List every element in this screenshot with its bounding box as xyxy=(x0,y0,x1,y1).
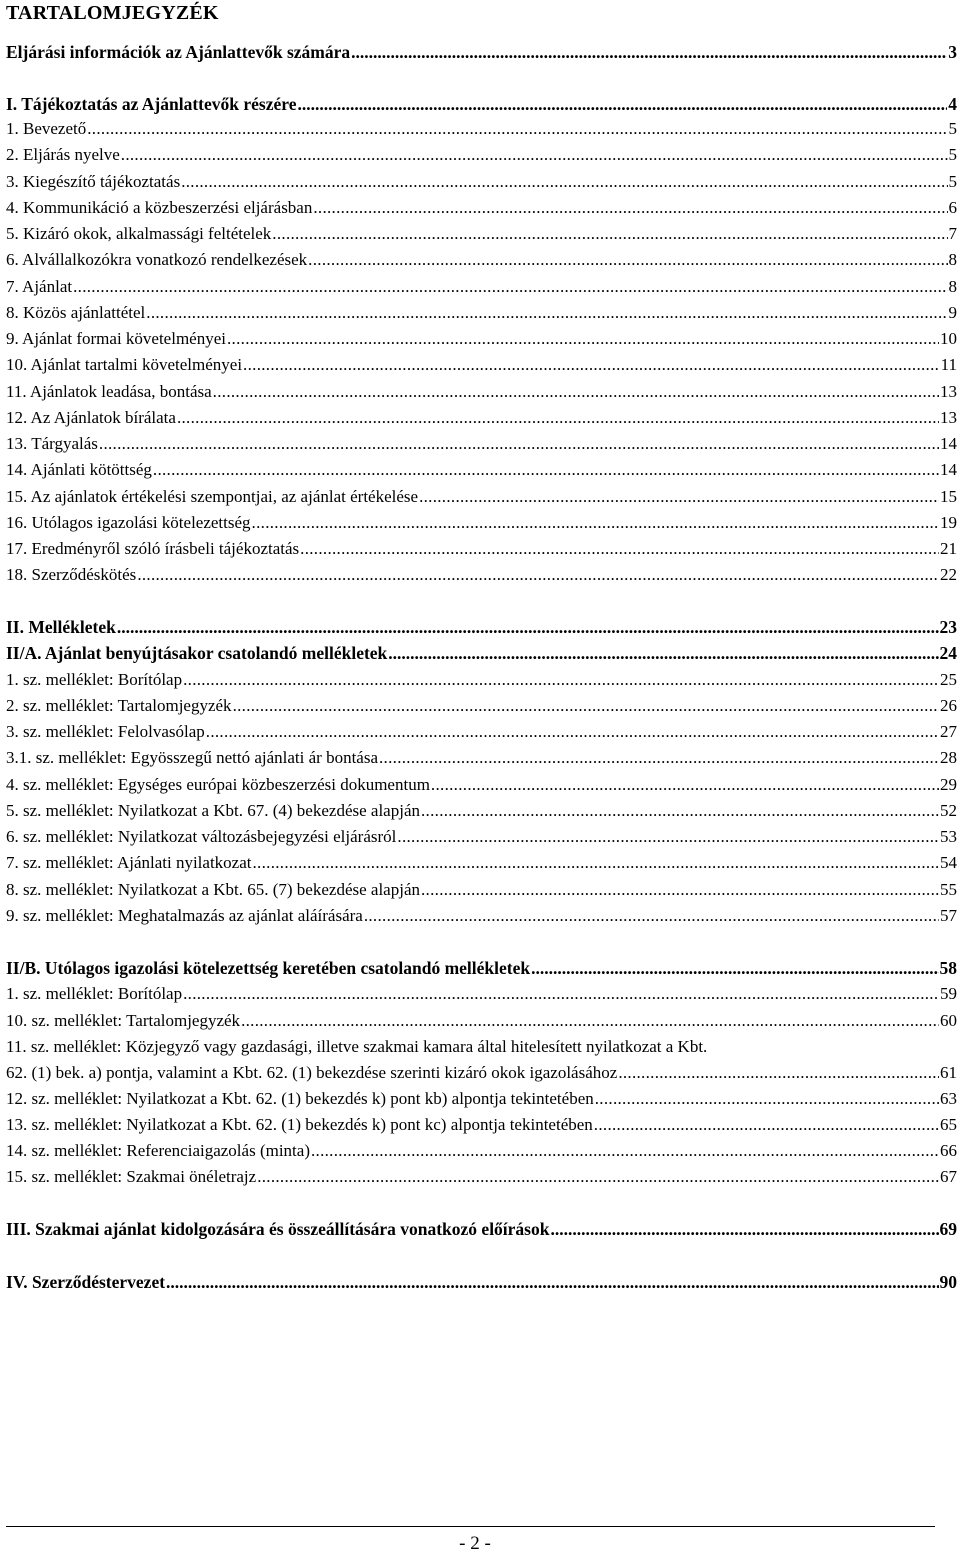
toc-entry-label: 9. Ajánlat formai követelményei xyxy=(6,329,226,348)
toc-entry-label: 11. Ajánlatok leadása, bontása xyxy=(6,382,212,401)
toc-entry-page: 53 xyxy=(940,827,957,846)
toc-entry-label: 12. Az Ajánlatok bírálata xyxy=(6,408,176,427)
dot-leader xyxy=(421,880,939,900)
toc-entry-label: 5. Kizáró okok, alkalmassági feltételek xyxy=(6,224,272,243)
toc-entry-label: 15. Az ajánlatok értékelési szempontjai, az ajánlat értékelése xyxy=(6,487,419,506)
toc-entry[interactable] xyxy=(6,250,957,270)
toc-entry[interactable] xyxy=(6,329,957,349)
toc-entry-page: 11 xyxy=(940,355,957,374)
toc-entry-page: 23 xyxy=(939,617,957,637)
dot-leader xyxy=(87,119,947,139)
dot-leader xyxy=(183,984,939,1004)
dot-leader xyxy=(253,853,940,873)
toc-entry-page: 14 xyxy=(940,460,957,479)
toc-entry[interactable] xyxy=(6,1219,957,1239)
dot-leader xyxy=(431,775,939,795)
toc-entry[interactable] xyxy=(6,408,957,428)
toc-entry[interactable] xyxy=(6,1167,957,1187)
toc-entry[interactable] xyxy=(6,355,957,375)
dot-leader xyxy=(594,1115,939,1135)
dot-leader xyxy=(257,1167,939,1187)
toc-entry-label: 13. Tárgyalás xyxy=(6,434,98,453)
toc-entry[interactable] xyxy=(6,198,957,218)
toc-entry-label: 1. Bevezető xyxy=(6,119,87,138)
toc-entry-label: 62. (1) bek. a) pontja, valamint a Kbt. 62. (1) bekezdése szerinti kizáró okok igazolásához xyxy=(6,1063,618,1082)
toc-entry[interactable] xyxy=(6,145,957,165)
toc-entry-label: I. Tájékoztatás az Ajánlattevők részére xyxy=(6,94,297,114)
toc-entry[interactable] xyxy=(6,513,957,533)
toc-entry-page: 4 xyxy=(948,94,957,114)
toc-entry[interactable] xyxy=(6,643,957,663)
toc-entry-page: 60 xyxy=(940,1011,957,1030)
toc-entry-label: 16. Utólagos igazolási kötelezettség xyxy=(6,513,251,532)
toc-entry[interactable] xyxy=(6,880,957,900)
toc-entry-label: 1. sz. melléklet: Borítólap xyxy=(6,670,183,689)
toc-entry[interactable] xyxy=(6,1011,957,1031)
toc-entry-label: IV. Szerződéstervezet xyxy=(6,1272,166,1292)
toc-entry-label: II. Mellékletek xyxy=(6,617,116,637)
dot-leader xyxy=(388,643,938,663)
dot-leader xyxy=(227,329,939,349)
dot-leader xyxy=(206,722,939,742)
toc-entry[interactable] xyxy=(6,539,957,559)
footer-page-number: - 2 - xyxy=(459,1533,491,1554)
toc-entry-wrapped-line1[interactable]: 11. sz. melléklet: Közjegyző vagy gazdasági, illetve szakmai kamara által hitelesített nyilatkozat a Kbt. xyxy=(6,1037,708,1056)
dot-leader xyxy=(117,617,939,637)
toc-entry[interactable] xyxy=(6,1089,957,1109)
toc-entry-page: 22 xyxy=(940,565,957,584)
toc-entry-label: II/A. Ajánlat benyújtásakor csatolandó mellékletek xyxy=(6,643,388,663)
dot-leader xyxy=(73,277,947,297)
toc-entry-label: 12. sz. melléklet: Nyilatkozat a Kbt. 62. (1) bekezdés k) pont kb) alpontja tekintetében xyxy=(6,1089,594,1108)
toc-entry-page: 69 xyxy=(939,1219,957,1239)
toc-entry[interactable] xyxy=(6,487,957,507)
toc-entry-label: 17. Eredményről szóló írásbeli tájékoztatás xyxy=(6,539,300,558)
toc-entry-label: 14. Ajánlati kötöttség xyxy=(6,460,152,479)
toc-entry[interactable] xyxy=(6,224,957,244)
toc-entry[interactable] xyxy=(6,958,957,978)
toc-entry[interactable] xyxy=(6,906,957,926)
toc-entry-label: 8. sz. melléklet: Nyilatkozat a Kbt. 65. (7) bekezdése alapján xyxy=(6,880,420,899)
dot-leader xyxy=(121,145,948,165)
toc-entry-label: 1. sz. melléklet: Borítólap xyxy=(6,984,183,1003)
toc-entry-page: 9 xyxy=(948,303,957,322)
dot-leader xyxy=(272,224,947,244)
toc-entry-label: III. Szakmai ajánlat kidolgozására és összeállítására vonatkozó előírások xyxy=(6,1219,550,1239)
toc-entry-label: 6. Alvállalkozókra vonatkozó rendelkezések xyxy=(6,250,308,269)
toc-entry-page: 7 xyxy=(948,224,957,243)
toc-entry-label: Eljárási információk az Ajánlattevők számára xyxy=(6,42,351,62)
toc-entry[interactable] xyxy=(6,1272,957,1292)
toc-entry-label: 4. sz. melléklet: Egységes európai közbeszerzési dokumentum xyxy=(6,775,430,794)
toc-entry-label: 10. sz. melléklet: Tartalomjegyzék xyxy=(6,1011,241,1030)
toc-entry-label: 15. sz. melléklet: Szakmai önéletrajz xyxy=(6,1167,257,1186)
dot-leader xyxy=(137,565,939,585)
dot-leader xyxy=(146,303,947,323)
toc-entry-page: 24 xyxy=(939,643,957,663)
dot-leader xyxy=(421,801,939,821)
toc-entry[interactable] xyxy=(6,748,957,768)
toc-entry-page: 63 xyxy=(940,1089,957,1108)
toc-entry[interactable] xyxy=(6,696,957,716)
toc-entry-page: 55 xyxy=(940,880,957,899)
dot-leader xyxy=(183,670,939,690)
toc-entry-label: 6. sz. melléklet: Nyilatkozat változásbejegyzési eljárásról xyxy=(6,827,397,846)
toc-entry-label: II/B. Utólagos igazolási kötelezettség keretében csatolandó mellékletek xyxy=(6,958,531,978)
toc-entry-page: 13 xyxy=(940,382,957,401)
dot-leader xyxy=(595,1089,939,1109)
toc-entry[interactable] xyxy=(6,617,957,637)
toc-entry-label: 7. sz. melléklet: Ajánlati nyilatkozat xyxy=(6,853,252,872)
toc-entry[interactable] xyxy=(6,382,957,402)
dot-leader xyxy=(618,1063,939,1083)
toc-entry[interactable] xyxy=(6,460,957,480)
toc-entry[interactable] xyxy=(6,434,957,454)
toc-entry[interactable] xyxy=(6,42,957,62)
toc-entry-label: 2. Eljárás nyelve xyxy=(6,145,120,164)
toc-entry[interactable] xyxy=(6,827,957,847)
dot-leader xyxy=(99,434,939,454)
dot-leader xyxy=(397,827,939,847)
toc-entry-page: 5 xyxy=(948,119,957,138)
dot-leader xyxy=(177,408,939,428)
toc-entry-page: 5 xyxy=(948,145,957,164)
toc-entry[interactable] xyxy=(6,801,957,821)
toc-entry[interactable] xyxy=(6,277,957,297)
toc-entry-page: 52 xyxy=(940,801,957,820)
toc-entry-label: 3. sz. melléklet: Felolvasólap xyxy=(6,722,205,741)
toc-entry-page: 58 xyxy=(939,958,957,978)
dot-leader xyxy=(252,513,939,533)
toc-entry[interactable] xyxy=(6,1115,957,1135)
dot-leader xyxy=(379,748,939,768)
toc-entry-label: 9. sz. melléklet: Meghatalmazás az ajánlat aláírására xyxy=(6,906,363,925)
toc-entry[interactable] xyxy=(6,303,957,323)
dot-leader xyxy=(213,382,939,402)
dot-leader xyxy=(181,172,947,192)
dot-leader xyxy=(550,1219,938,1239)
toc-entry[interactable] xyxy=(6,984,957,1004)
toc-entry-label: 10. Ajánlat tartalmi követelményei xyxy=(6,355,243,374)
toc-entry-page: 61 xyxy=(940,1063,957,1082)
toc-entry[interactable] xyxy=(6,119,957,139)
dot-leader xyxy=(351,42,947,62)
toc-entry-label: 4. Kommunikáció a közbeszerzési eljárásban xyxy=(6,198,313,217)
dot-leader xyxy=(311,1141,939,1161)
toc-entry-page: 65 xyxy=(940,1115,957,1134)
toc-entry[interactable] xyxy=(6,565,957,585)
toc-entry-page: 25 xyxy=(940,670,957,689)
toc-entry-label: 13. sz. melléklet: Nyilatkozat a Kbt. 62. (1) bekezdés k) pont kc) alpontja tekintetében xyxy=(6,1115,593,1134)
toc-entry-label: 18. Szerződéskötés xyxy=(6,565,137,584)
toc-entry-page: 29 xyxy=(940,775,957,794)
dot-leader xyxy=(313,198,947,218)
toc-entry-page: 10 xyxy=(940,329,957,348)
footer-rule xyxy=(6,1526,935,1527)
dot-leader xyxy=(241,1011,939,1031)
toc-entry-page: 66 xyxy=(940,1141,957,1160)
toc-entry-page: 54 xyxy=(940,853,957,872)
toc-entry-page: 27 xyxy=(940,722,957,741)
toc-entry-page: 6 xyxy=(948,198,957,217)
dot-leader xyxy=(297,94,947,114)
toc-entry-page: 8 xyxy=(948,250,957,269)
toc-entry-page: 26 xyxy=(940,696,957,715)
toc-entry[interactable] xyxy=(6,722,957,742)
dot-leader xyxy=(233,696,939,716)
toc-entry-label: 8. Közös ajánlattétel xyxy=(6,303,146,322)
toc-entry-page: 3 xyxy=(948,42,957,62)
toc-entry-page: 67 xyxy=(940,1167,957,1186)
toc-entry-label: 7. Ajánlat xyxy=(6,277,73,296)
toc-entry-label: 5. sz. melléklet: Nyilatkozat a Kbt. 67. (4) bekezdése alapján xyxy=(6,801,420,820)
dot-leader xyxy=(531,958,938,978)
dot-leader xyxy=(300,539,939,559)
toc-entry[interactable] xyxy=(6,670,957,690)
toc-entry-page: 28 xyxy=(940,748,957,767)
dot-leader xyxy=(308,250,947,270)
dot-leader xyxy=(419,487,939,507)
toc-entry-page: 15 xyxy=(940,487,957,506)
dot-leader xyxy=(153,460,939,480)
toc-entry-page: 90 xyxy=(939,1272,957,1292)
toc-entry-page: 59 xyxy=(940,984,957,1003)
toc-entry-page: 8 xyxy=(948,277,957,296)
toc-entry[interactable] xyxy=(6,775,957,795)
toc-entry-page: 19 xyxy=(940,513,957,532)
toc-entry[interactable] xyxy=(6,172,957,192)
toc-entry-page: 13 xyxy=(940,408,957,427)
page-title: TARTALOMJEGYZÉK xyxy=(6,2,219,24)
toc-entry-page: 21 xyxy=(940,539,957,558)
toc-entry-page: 5 xyxy=(948,172,957,191)
toc-entry[interactable] xyxy=(6,853,957,873)
toc-entry-label: 2. sz. melléklet: Tartalomjegyzék xyxy=(6,696,232,715)
dot-leader xyxy=(243,355,940,375)
toc-entry-wrapped-line2[interactable] xyxy=(6,1063,957,1083)
dot-leader xyxy=(166,1272,938,1292)
dot-leader xyxy=(364,906,939,926)
toc-entry-label: 3. Kiegészítő tájékoztatás xyxy=(6,172,181,191)
toc-entry-label: 3.1. sz. melléklet: Egyösszegű nettó ajánlati ár bontása xyxy=(6,748,378,767)
toc-entry[interactable] xyxy=(6,94,957,114)
toc-entry-label: 14. sz. melléklet: Referenciaigazolás (minta) xyxy=(6,1141,310,1160)
toc-entry-page: 57 xyxy=(940,906,957,925)
toc-entry-page: 14 xyxy=(940,434,957,453)
toc-entry[interactable] xyxy=(6,1141,957,1161)
